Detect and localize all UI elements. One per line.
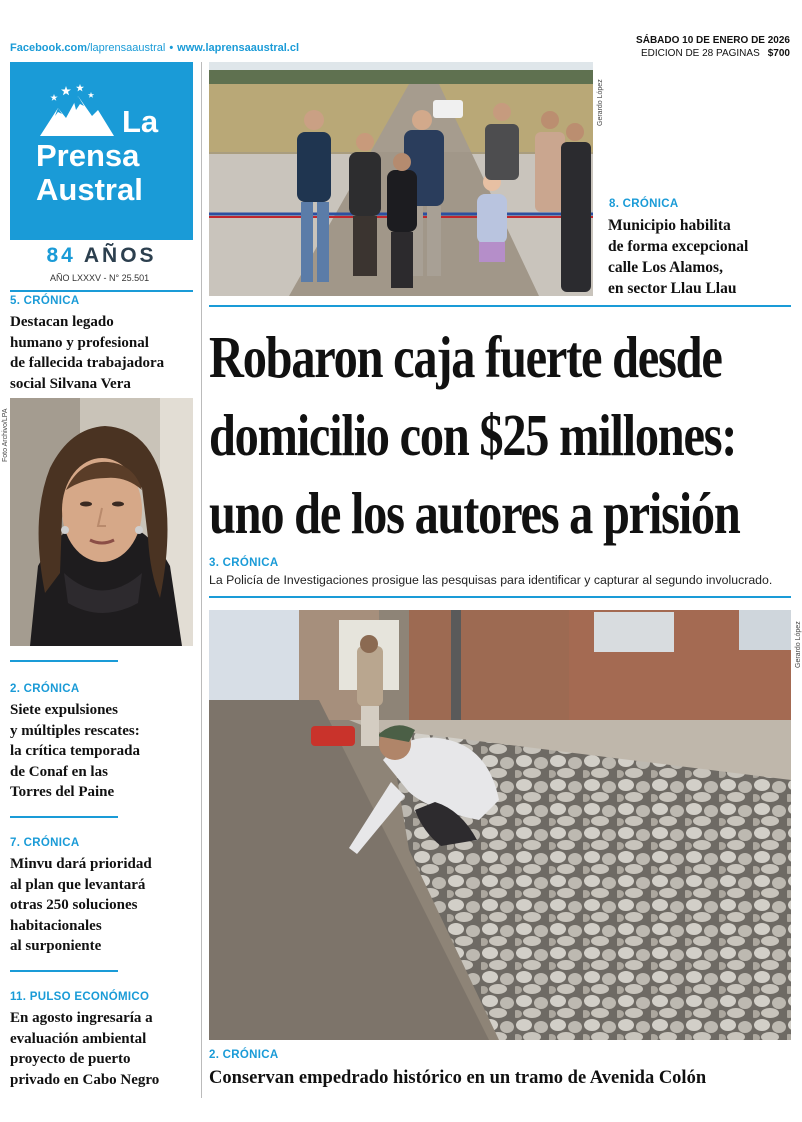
- newspaper-logo[interactable]: [10, 62, 193, 240]
- main-story-kicker[interactable]: 3. CRÓNICA: [209, 557, 279, 569]
- masthead-links: [10, 42, 299, 54]
- ribbon-cutting-photo[interactable]: [209, 62, 593, 296]
- sidebar-headline-4[interactable]: En agosto ingresaría a evaluación ambiental proyecto de puerto privado en Cabo Negro: [10, 1010, 160, 1088]
- main-headline[interactable]: Robaron caja fuerte desde domicilio con $25 millones: uno de los autores a prisión: [209, 324, 740, 546]
- logo-word-la: La: [122, 104, 159, 139]
- top-story-headline[interactable]: Municipio habilita de forma excepcional calle Los Alamos, en sector Llau Llau: [608, 217, 749, 297]
- bottom-story-kicker[interactable]: 2. CRÓNICA: [209, 1049, 279, 1061]
- facebook-link[interactable]: Facebook.com/laprensaaustral: [10, 42, 166, 54]
- edition-number: AÑO LXXXV - N° 25.501: [50, 273, 150, 283]
- portrait-photo[interactable]: [10, 398, 193, 646]
- photo-credit: Gerardo López: [597, 79, 604, 126]
- cobblestone-photo[interactable]: [209, 610, 791, 1040]
- photo-credit: Foto Archivo/LPA: [2, 408, 9, 462]
- sidebar-kicker-3[interactable]: 7. CRÓNICA: [10, 837, 80, 849]
- sidebar-rule: [10, 970, 118, 972]
- sidebar-rule: [10, 660, 118, 662]
- logo-word-prensa: Prensa: [36, 138, 140, 173]
- mountain-stars-icon: [36, 84, 116, 144]
- top-story-kicker[interactable]: 8. CRÓNICA: [609, 198, 679, 210]
- bottom-story-headline[interactable]: Conservan empedrado histórico en un tramo de Avenida Colón: [209, 1068, 707, 1088]
- website-link[interactable]: www.laprensaaustral.cl: [177, 42, 300, 54]
- dateline: [636, 34, 790, 60]
- bullet-separator: •: [169, 42, 174, 54]
- issue-pages: EDICION DE 28 PAGINAS $700: [641, 48, 790, 59]
- sidebar-kicker-1[interactable]: 5. CRÓNICA: [10, 295, 80, 307]
- main-story-subhead: La Policía de Investigaciones prosigue las pesquisas para identificar y capturar al segundo involucrado.: [209, 573, 773, 587]
- sidebar-kicker-4[interactable]: 11. PULSO ECONÓMICO: [10, 991, 150, 1003]
- sidebar-headline-3[interactable]: Minvu dará prioridad al plan que levantará otras 250 soluciones habitacionales al surponiente: [10, 856, 152, 954]
- logo-word-austral: Austral: [36, 172, 143, 207]
- sidebar-kicker-2[interactable]: 2. CRÓNICA: [10, 683, 80, 695]
- section-rule: [209, 596, 791, 598]
- issue-date: SÁBADO 10 DE ENERO DE 2026: [636, 35, 790, 46]
- section-rule: [209, 305, 791, 307]
- sidebar-rule: [10, 290, 193, 292]
- issue-price: $700: [767, 48, 790, 59]
- column-divider: [201, 62, 202, 1098]
- photo-credit: Gerardo López: [795, 621, 802, 668]
- anniversary-badge: 84 AÑOS: [46, 244, 157, 267]
- sidebar-headline-1[interactable]: Destacan legado humano y profesional de fallecida trabajadora social Silvana Vera: [10, 314, 165, 392]
- sidebar-headline-2[interactable]: Siete expulsiones y múltiples rescates: la crítica temporada de Conaf en las Torres del Paine: [10, 702, 140, 800]
- sidebar-rule: [10, 816, 118, 818]
